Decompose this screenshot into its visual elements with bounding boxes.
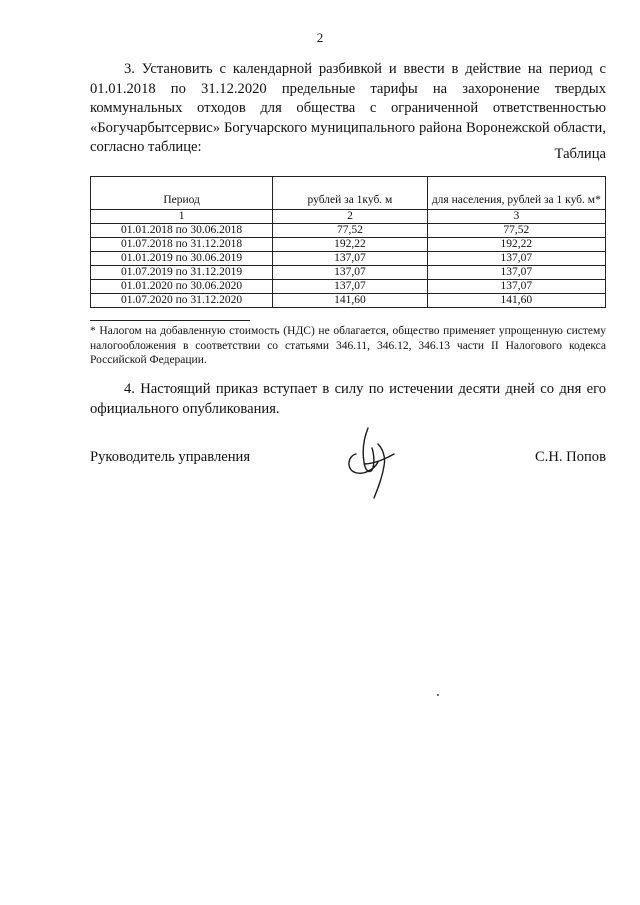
column-numbers-row xyxy=(91,210,606,224)
signatory-name: С.Н. Попов xyxy=(534,449,606,465)
period-cell: 01.01.2020 по 30.06.2020 xyxy=(91,280,273,294)
table-row xyxy=(91,224,606,238)
rate-cell: 137,07 xyxy=(273,252,427,266)
population-rate-cell: 137,07 xyxy=(427,252,605,266)
rate-cell: 137,07 xyxy=(273,280,427,294)
footnote: * Налогом на добавленную стоимость (НДС) не облагается, общество применяет упрощенную систему налогообложения в соответствии со статьями 346.11, 346.12, 346.13 части II Налогового кодекса Российской Федерации. xyxy=(90,325,606,366)
header-population-rate: для населения, рублей за 1 куб. м* xyxy=(427,177,605,210)
period-cell: 01.01.2019 по 30.06.2019 xyxy=(91,252,273,266)
rate-cell: 192,22 xyxy=(273,238,427,252)
period-cell: 01.07.2019 по 31.12.2019 xyxy=(91,266,273,280)
period-cell: 01.01.2018 по 30.06.2018 xyxy=(91,224,273,238)
header-period: Период xyxy=(91,177,273,210)
footnote-divider xyxy=(90,320,250,321)
population-rate-cell: 137,07 xyxy=(427,280,605,294)
signatory-title: Руководитель управления xyxy=(90,449,251,465)
page-number: 2 xyxy=(316,30,324,45)
scan-speck xyxy=(437,694,439,696)
paragraph-4: 4. Настоящий приказ вступает в силу по истечении десяти дней со дня его официального опубликования. xyxy=(90,381,606,417)
table-row xyxy=(91,238,606,252)
table-row xyxy=(91,252,606,266)
population-rate-cell: 192,22 xyxy=(427,238,605,252)
population-rate-cell: 77,52 xyxy=(427,224,605,238)
population-rate-cell: 137,07 xyxy=(427,266,605,280)
signature-icon xyxy=(338,424,408,502)
header-rate: рублей за 1куб. м xyxy=(273,177,427,210)
paragraph-3: 3. Установить с календарной разбивкой и ввести в действие на период с 01.01.2018 по 31.12.2020 предельные тарифы на захоронение твердых коммунальных отходов для общества с ограниченной ответственностью «Богучарбытсервис» Богучарского муниципального района Воронежской области, согласно таблице: xyxy=(90,61,606,155)
period-cell: 01.07.2018 по 31.12.2018 xyxy=(91,238,273,252)
rate-cell: 137,07 xyxy=(273,266,427,280)
table-header-row xyxy=(91,177,606,210)
table-caption: Таблица xyxy=(554,146,606,162)
table-row xyxy=(91,280,606,294)
period-cell: 01.07.2020 по 31.12.2020 xyxy=(91,294,273,308)
population-rate-cell: 141,60 xyxy=(427,294,605,308)
column-number: 1 xyxy=(91,210,273,224)
column-number: 3 xyxy=(427,210,605,224)
table-row xyxy=(91,266,606,280)
column-number: 2 xyxy=(273,210,427,224)
rate-cell: 77,52 xyxy=(273,224,427,238)
table-row xyxy=(91,294,606,308)
tariff-table xyxy=(90,176,606,308)
rate-cell: 141,60 xyxy=(273,294,427,308)
